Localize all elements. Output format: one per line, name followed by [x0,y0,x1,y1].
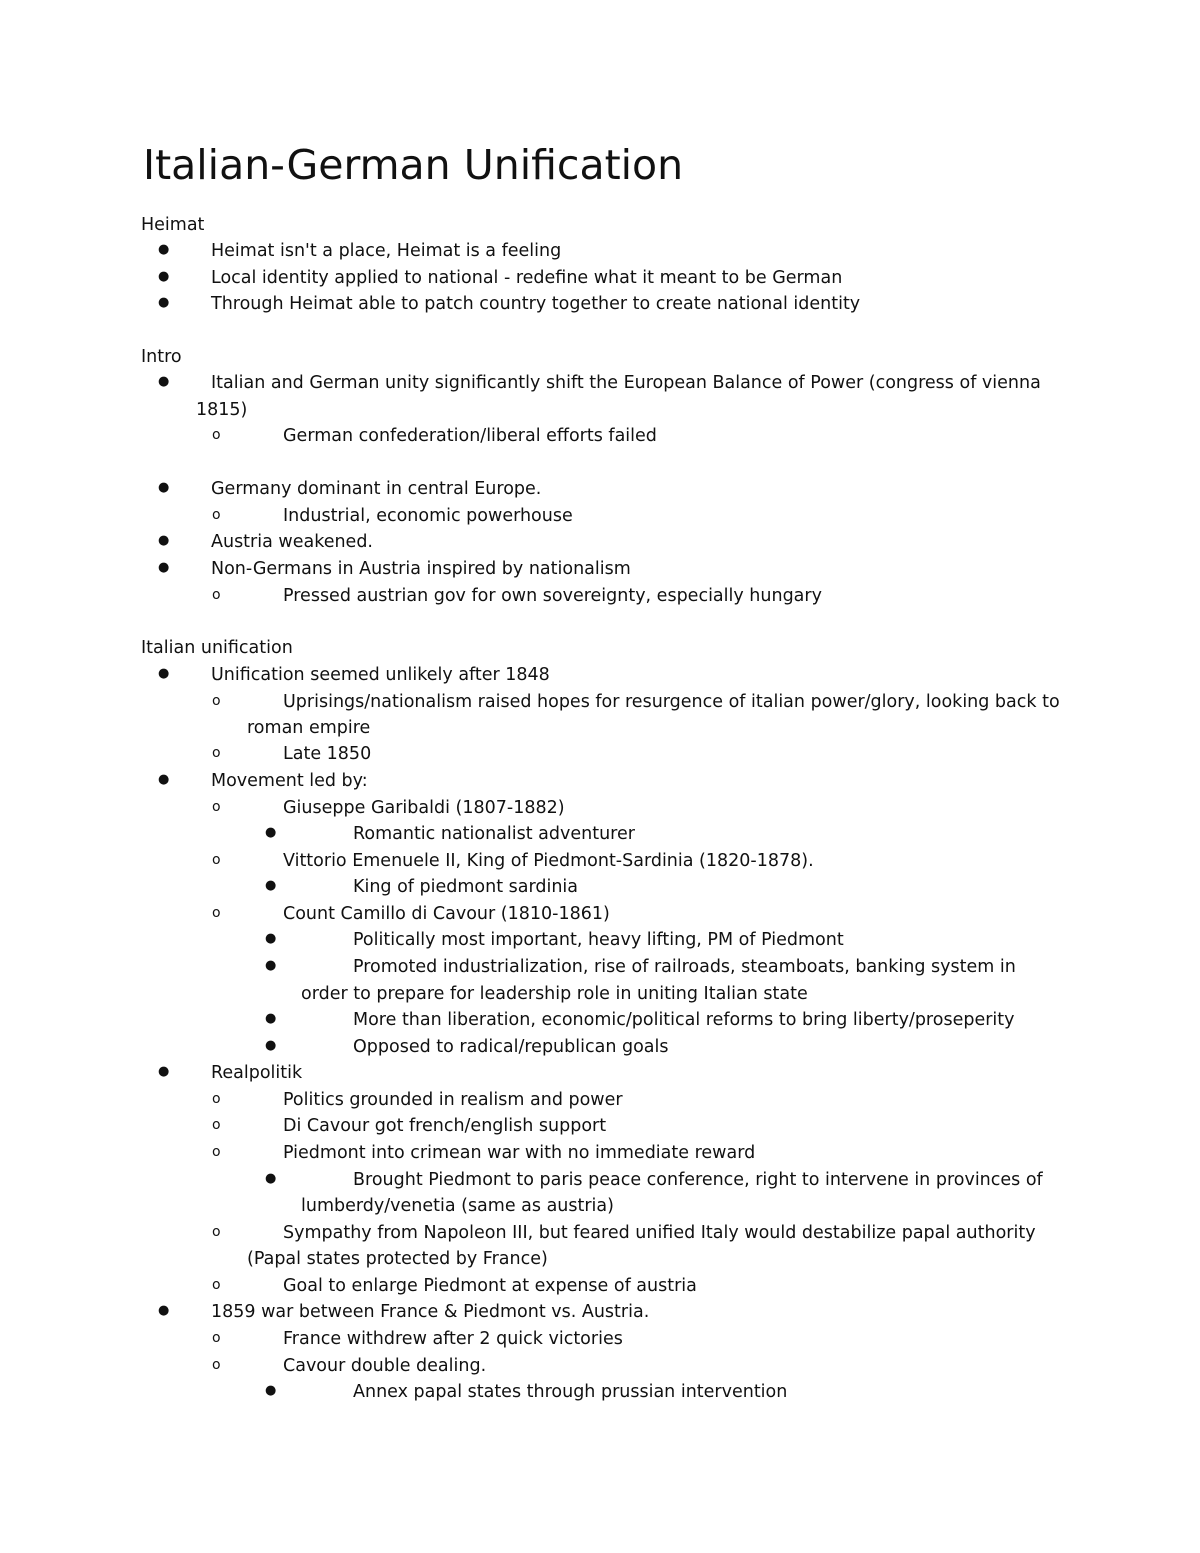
bullet-disc-icon [158,290,169,317]
list-item: Local identity applied to national - redefine what it meant to be German [211,268,843,288]
list-item: Goal to enlarge Piedmont at expense of austria [283,1276,697,1296]
bullet-disc-icon [265,820,276,847]
list-item: Vittorio Emenuele II, King of Piedmont-Sardinia (1820-1878). [283,851,814,871]
bullet-circle-icon [212,1325,221,1352]
bullet-circle-icon [212,1219,221,1246]
bullet-disc-icon [158,767,169,794]
list-item-continuation: lumberdy/venetia (same as austria) [301,1196,614,1216]
bullet-circle-icon [212,1139,221,1166]
bullet-disc-icon [158,555,169,582]
bullet-disc-icon [265,1378,276,1405]
bullet-circle-icon [212,502,221,529]
section-heading-heimat: Heimat [141,215,205,235]
list-item-continuation: roman empire [247,718,371,738]
bullet-disc-icon [158,528,169,555]
bullet-disc-icon [265,873,276,900]
list-item: German confederation/liberal efforts failed [283,426,657,446]
bullet-circle-icon [212,900,221,927]
list-item: Romantic nationalist adventurer [353,824,635,844]
list-item: Non-Germans in Austria inspired by nationalism [211,559,631,579]
bullet-circle-icon [212,688,221,715]
list-item: Industrial, economic powerhouse [283,506,573,526]
list-item: Brought Piedmont to paris peace conference, right to intervene in provinces of [353,1170,1043,1190]
list-item-continuation: order to prepare for leadership role in uniting Italian state [301,984,808,1004]
list-item: France withdrew after 2 quick victories [283,1329,623,1349]
list-item: King of piedmont sardinia [353,877,579,897]
bullet-circle-icon [212,1352,221,1379]
bullet-circle-icon [212,422,221,449]
bullet-circle-icon [212,740,221,767]
list-item: Germany dominant in central Europe. [211,479,542,499]
list-item: Through Heimat able to patch country together to create national identity [211,294,861,314]
list-item: Sympathy from Napoleon III, but feared unified Italy would destabilize papal authority [283,1223,1036,1243]
list-item: Pressed austrian gov for own sovereignty, especially hungary [283,586,822,606]
document-title: Italian-German Unification [143,141,684,189]
bullet-disc-icon [158,1298,169,1325]
list-item: Giuseppe Garibaldi (1807-1882) [283,798,565,818]
list-item: Unification seemed unlikely after 1848 [211,665,550,685]
bullet-disc-icon [158,661,169,688]
bullet-circle-icon [212,794,221,821]
list-item: Count Camillo di Cavour (1810-1861) [283,904,610,924]
list-item-continuation: (Papal states protected by France) [247,1249,548,1269]
list-item: Heimat isn't a place, Heimat is a feeling [211,241,562,261]
list-item: Opposed to radical/republican goals [353,1037,669,1057]
section-heading-intro: Intro [141,347,182,367]
bullet-disc-icon [158,475,169,502]
list-item: Piedmont into crimean war with no immediate reward [283,1143,756,1163]
list-item-continuation: 1815) [196,400,248,420]
list-item: Annex papal states through prussian intervention [353,1382,788,1402]
list-item: More than liberation, economic/political reforms to bring liberty/proseperity [353,1010,1015,1030]
list-item: Realpolitik [211,1063,303,1083]
list-item: Late 1850 [283,744,372,764]
list-item: Cavour double dealing. [283,1356,487,1376]
list-item: Austria weakened. [211,532,373,552]
bullet-disc-icon [158,369,169,396]
bullet-circle-icon [212,582,221,609]
list-item: Movement led by: [211,771,368,791]
bullet-circle-icon [212,1272,221,1299]
list-item: Promoted industrialization, rise of railroads, steamboats, banking system in [353,957,1016,977]
section-heading-italian-unification: Italian unification [141,638,293,658]
bullet-disc-icon [158,237,169,264]
bullet-circle-icon [212,847,221,874]
list-item: Uprisings/nationalism raised hopes for resurgence of italian power/glory, looking back to [283,692,1060,712]
bullet-circle-icon [212,1086,221,1113]
bullet-disc-icon [265,953,276,980]
bullet-disc-icon [265,926,276,953]
bullet-disc-icon [265,1166,276,1193]
list-item: Italian and German unity significantly shift the European Balance of Power (congress of vienna [211,373,1041,393]
list-item: 1859 war between France & Piedmont vs. Austria. [211,1302,650,1322]
list-item: Politics grounded in realism and power [283,1090,623,1110]
bullet-circle-icon [212,1112,221,1139]
bullet-disc-icon [158,264,169,291]
bullet-disc-icon [158,1059,169,1086]
bullet-disc-icon [265,1033,276,1060]
list-item: Di Cavour got french/english support [283,1116,607,1136]
bullet-disc-icon [265,1006,276,1033]
list-item: Politically most important, heavy lifting, PM of Piedmont [353,930,844,950]
